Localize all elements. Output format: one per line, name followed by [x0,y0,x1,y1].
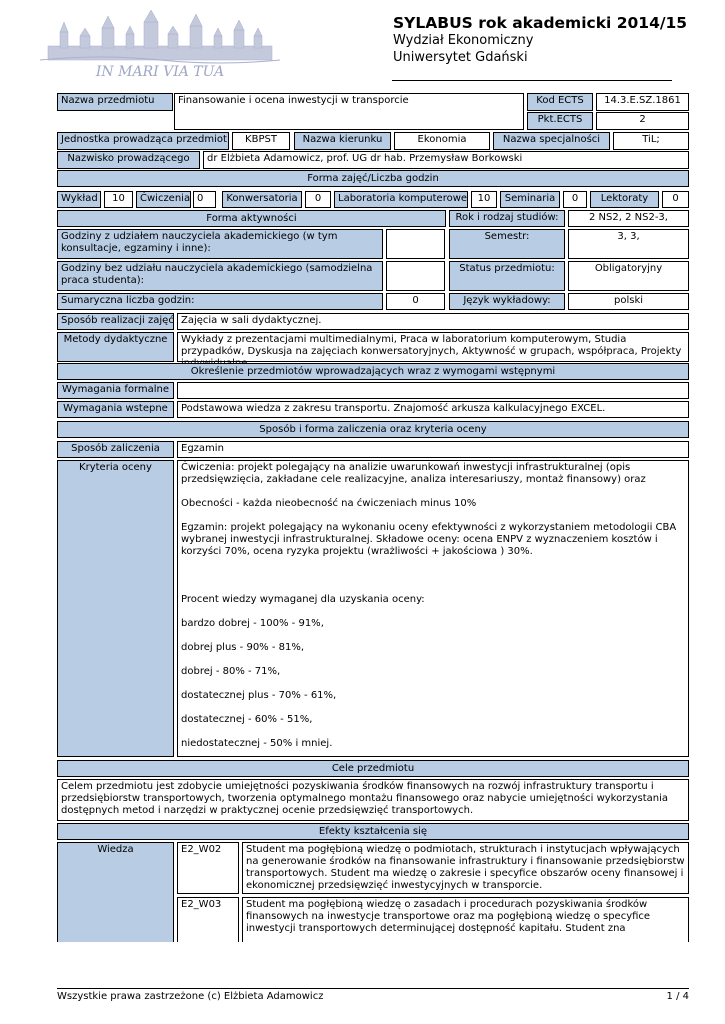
footer-divider [57,988,689,989]
conversatory-label: Konwersatoria [222,191,302,208]
major-label: Nazwa kierunku [294,132,391,150]
course-name-value: Finansowanie i ocena inwestycji w transporcie [174,93,524,130]
computer-lab-label: Laboratoria komputerowe [334,191,468,208]
grading-criteria-value: Ćwiczenia: projekt polegający na analizie uwarunkowań inwestycji infrastrukturalnej (opis przedsięwzięcia, zakładane cele realizacyjne, analiza interesariuszy, montaż finansowy) oraz Obecności - każda nieobecność na ćwiczeniach minus 10% Egzamin: projekt polegający na wykonaniu oceny efektywności z wykorzystaniem metodologii CBA wybranej inwestycji infrastrukturalnej. Składowe oceny: ocena ENPV z wyznaczeniem kosztów i korzyści 70%, ocena ryzyka projektu (wrażliwości + jakościowa ) 30%. Procent wiedzy wymaganej dla uzyskania oceny: bardzo dobrej - 100% - 91%, dobrej plus - 90% - 81%, dobrej - 80% - 71%, dostatecznej plus - 70% - 61%, dostatecznej - 60% - 51%, niedostatecznej - 50% i mniej. [177,460,689,757]
methods-value: Wykłady z prezentacjami multimedialnymi, Praca w laboratorium komputerowym, Studia przypadków, Dyskusja na zajęciach konwersatoryjnych, Aktywność w grupach, współpraca, Projekty [177,332,689,362]
language-courses-hours: 0 [662,191,689,208]
year-label: Rok i rodzaj studiów: [449,210,565,227]
total-hours-label: Sumaryczna liczba godzin: [57,293,383,310]
seminars-hours: 0 [563,191,587,208]
formal-requirements-label: Wymagania formalne [57,382,174,399]
language-value: polski [568,293,689,310]
methods-label: Metody dydaktyczne [57,332,174,362]
university-logo [40,8,280,80]
status-value: Obligatoryjny [568,261,689,291]
lecturer-label: Nazwisko prowadzącego [57,151,200,169]
activity-section-title: Forma aktywności [57,210,446,227]
outcome-code: E2_W02 [177,842,239,894]
university-name: Uniwersytet Gdański [393,50,528,65]
outcomes-section-title: Efekty kształcenia się [57,823,689,840]
total-hours-value: 0 [386,293,445,310]
seminars-label: Seminaria [500,191,560,208]
year-value: 2 NS2, 2 NS2-3, [568,210,689,227]
assessment-mode-value: Egzamin [177,441,689,458]
unit-label: Jednostka prowadząca przedmiot [57,132,229,150]
page-number: 1 / 4 [666,991,689,1002]
footer-copyright: Wszystkie prawa zastrzeżone (c) Elżbieta Adamowicz [57,991,324,1002]
course-name-label: Nazwa przedmiotu [57,93,173,111]
gdansk-skyline-icon [40,8,280,80]
formal-requirements-value [177,382,689,399]
computer-lab-hours: 10 [471,191,497,208]
assessment-section-title: Sposób i forma zaliczenia oraz kryteria oceny [57,421,689,438]
ects-code-label: Kod ECTS [527,93,593,111]
exercises-hours: 0 [193,191,216,208]
contact-hours-label: Godziny z udziałem nauczyciela akademickiego (w tym konsultacje, egzaminy i inne): [57,229,383,259]
self-study-hours-value [386,261,445,291]
goals-section-title: Cele przedmiotu [57,760,689,777]
outcome-category-label: Wiedza [57,842,174,942]
self-study-hours-label: Godziny bez udziału nauczyciela akademickiego (samodzielna praca studenta): [57,261,383,291]
goals-text: Celem przedmiotu jest zdobycie umiejętności pozyskiwania środków finansowych na rozwój infrastruktury transportu i przedsiębiorstw transportowych, tworzenia optymalnego montażu finansowego oraz nabycie umiejętności wykorzystania dostępnych metod i narzędzi w praktycznej ocenie przedsięwzięć transportowych. [57,779,689,821]
syllabus-title: SYLABUS rok akademicki 2014/15 [393,14,688,32]
ects-code-value: 14.3.E.SZ.1861 [596,93,689,111]
outcome-description: Student ma pogłębioną wiedzę o zasadach i procedurach pozyskiwania środków finansowych na inwestycje transportowe oraz ma pogłębioną wiedzę o specyfice inwestycji transportowych determinującej dostępność kapitału. Student zna [242,897,689,942]
logo-motto: IN MARI VIA TUA [95,64,225,80]
unit-value: KBPST [232,132,290,150]
assessment-mode-label: Sposób zaliczenia [57,441,174,458]
initial-requirements-value: Podstawowa wiedza z zakresu transportu. Znajomość arkusza kalkulacyjnego EXCEL. [177,401,689,418]
lecture-label: Wykład [57,191,101,208]
header-divider [392,80,672,81]
specialization-value: TiL; [613,132,689,150]
specialization-label: Nazwa specjalności [493,132,610,150]
ects-points-value: 2 [596,112,689,130]
contact-hours-value [386,229,445,259]
semester-value: 3, 3, [568,229,689,259]
outcome-code: E2_W03 [177,897,239,942]
exercises-label: Ćwiczenia [136,191,191,208]
conversatory-hours: 0 [305,191,331,208]
ects-points-label: Pkt.ECTS [527,112,593,130]
outcome-description: Student ma pogłębioną wiedzę o podmiotach, strukturach i instytucjach wpływających na generowanie środków na finansowanie infrastruktury i finansowanie przedsiębiorstw transportowych. Student ma wiedzę o zakresie i specyfice obszarów oceny finansowej i ekonomicznej przedsięwzięć inwestycyjnych w transporcie. [242,842,689,894]
lecturer-value: dr Elżbieta Adamowicz, prof. UG dr hab. Przemysław Borkowski [203,151,689,169]
hours-section-title: Forma zajęć/Liczba godzin [57,170,689,187]
grading-criteria-label: Kryteria oceny [57,460,174,757]
faculty-name: Wydział Ekonomiczny [393,33,534,48]
semester-label: Semestr: [449,229,565,259]
status-label: Status przedmiotu: [449,261,565,291]
language-label: Język wykładowy: [449,293,565,310]
realization-mode-value: Zajęcia w sali dydaktycznej. [177,313,689,330]
major-value: Ekonomia [394,132,490,150]
realization-mode-label: Sposób realizacji zajęć [57,313,174,330]
prerequisites-section-title: Określenie przedmiotów wprowadzających wraz z wymogami wstępnymi [57,363,689,380]
language-courses-label: Lektoraty [590,191,659,208]
initial-requirements-label: Wymagania wstepne [57,401,174,418]
lecture-hours: 10 [104,191,133,208]
